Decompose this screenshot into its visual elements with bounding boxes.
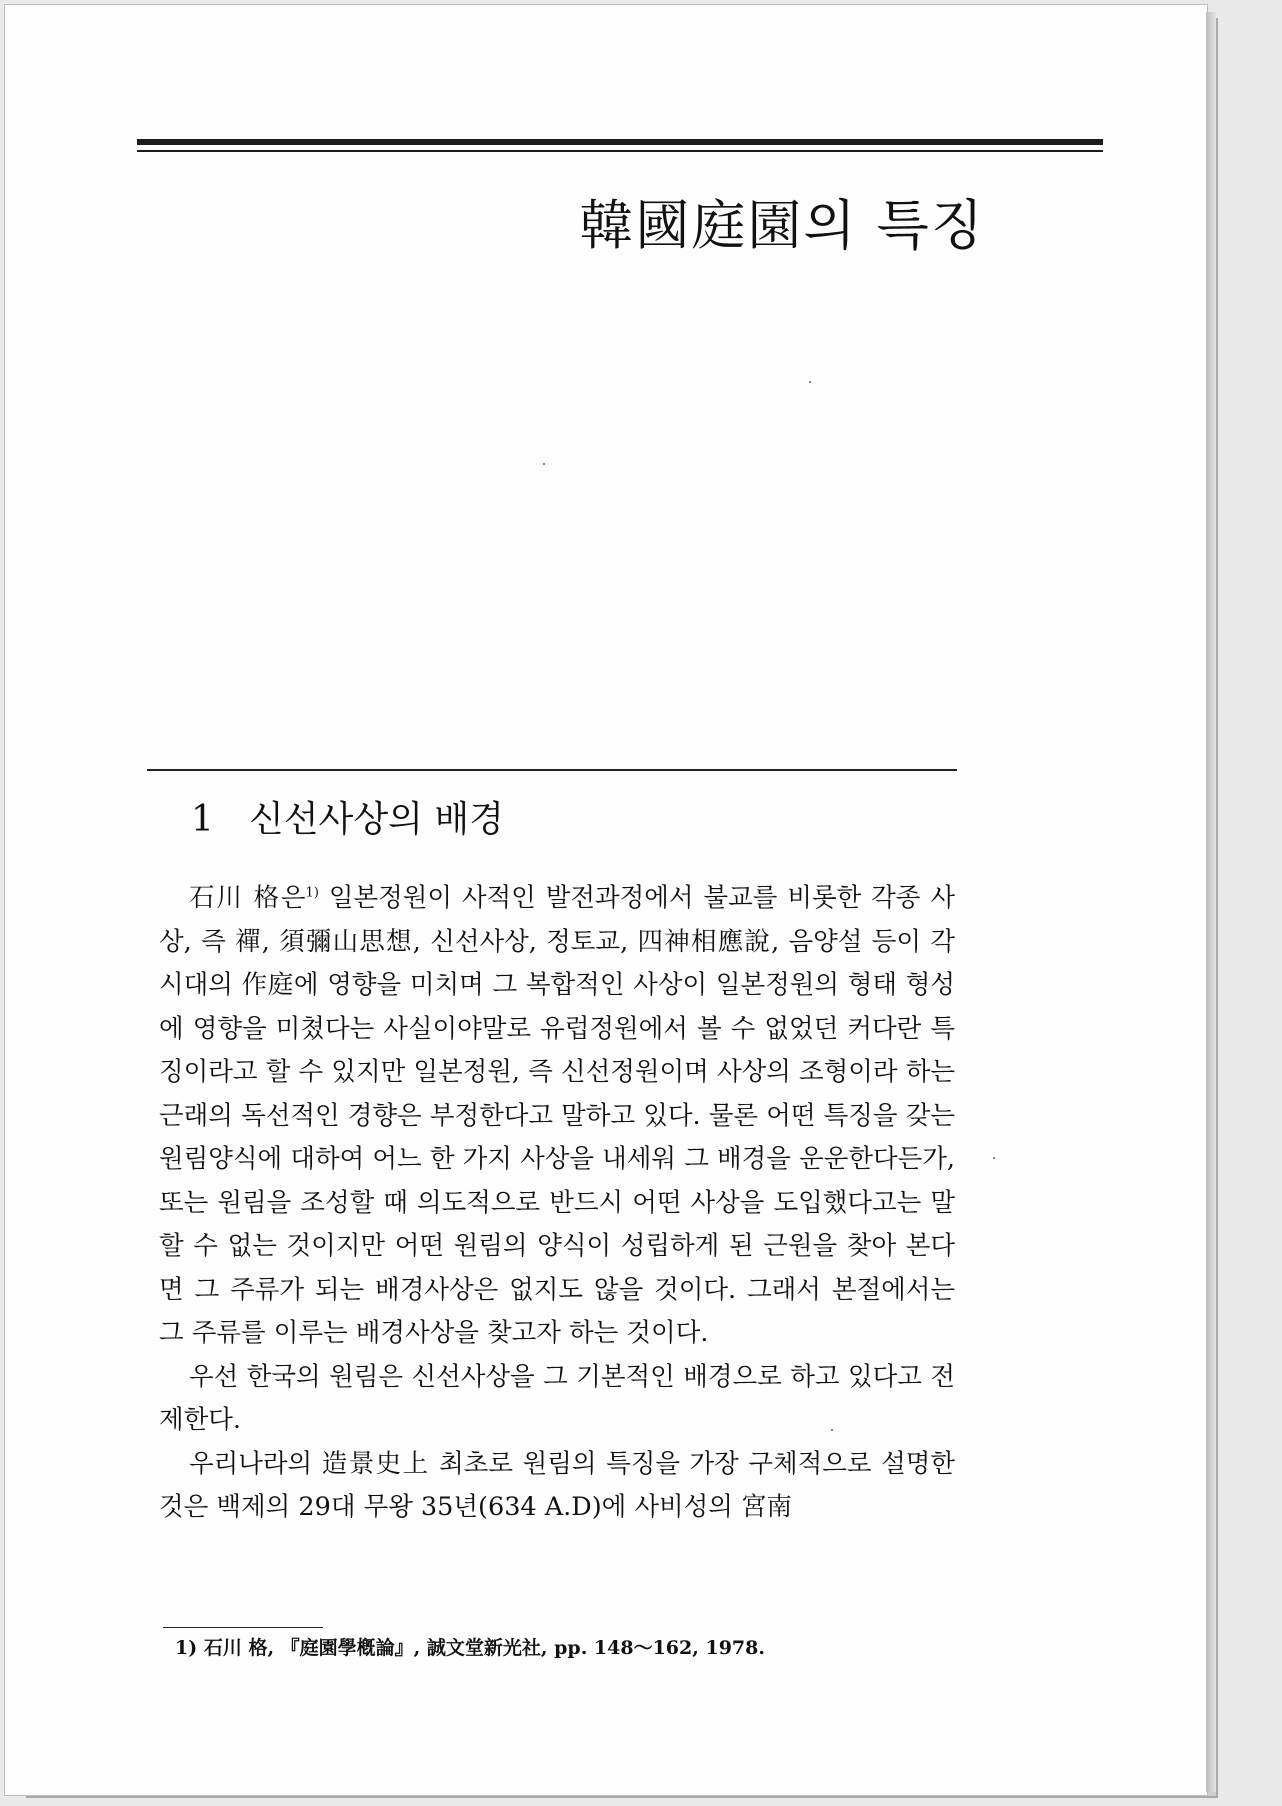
footnote-marker[interactable]: 1)	[305, 885, 319, 901]
paragraph-1-lead: 石川 格은	[189, 883, 306, 913]
scan-speck	[543, 463, 545, 465]
paragraph-1-body: 일본정원이 사적인 발전과정에서 불교를 비롯한 각종 사상, 즉 禪, 須彌山思想, 신선사상, 정토교, 四神相應說, 음양설 등이 각시대의 作庭에 영향을 미치며 그 복합적인 사상이 일본정원의 형태 형성에 영향을 미쳤다는 사실이야말로 유럽정원에서 볼 수 없었던 커다란 특징이라고 할 수 있지만 일본정원, 즉 신선정원이며 사상의 조형이라 하는 근래의 독선적인 경향은 부정한다고 말하고 있다. 물론 어떤 특징을 갖는 원림양식에 대하여 어느 한 가지 사상을 내세워 그 배경을 운운한다든가, 또는 원림을 조성할 때 의도적으로 반드시 어떤 사상을 도입했다고는 말할 수 없는 것이지만 어떤 원림의 양식이 성립하게 된 근원을 찾아 본다면 그 주류가 되는 배경사상은 없지도 않을 것이다. 그래서 본절에서는 그 주류를 이루는 배경사상을 찾고자 하는 것이다.	[159, 883, 955, 1348]
chapter-title: 韓國庭園의 특징	[579, 194, 985, 257]
paragraph-2: 우선 한국의 원림은 신선사상을 그 기본적인 배경으로 하고 있다고 전제한다.	[159, 1361, 955, 1435]
scan-speck	[831, 1429, 833, 1431]
paragraph-3: 우리나라의 造景史上 최초로 원림의 특징을 가장 구체적으로 설명한 것은 백제의 29대 무왕 35년(634 A.D)에 사비성의 宮南	[159, 1448, 955, 1522]
section-heading	[191, 791, 504, 842]
section-title: 신선사상의 배경	[249, 799, 504, 840]
top-double-rule	[137, 139, 1103, 152]
page-stack-edge	[1206, 12, 1216, 1792]
scan-speck	[809, 381, 811, 383]
paragraph-1	[159, 877, 955, 1356]
footnote-divider	[163, 1627, 323, 1628]
section-divider	[147, 769, 957, 771]
document-page	[4, 4, 1208, 1796]
section-number: 1	[191, 799, 214, 840]
body-text	[159, 877, 955, 1530]
scan-speck	[993, 1157, 995, 1159]
footnote: 1) 石川 格, 『庭園學槪論』, 誠文堂新光社, pp. 148～162, 1978.	[175, 1637, 765, 1659]
